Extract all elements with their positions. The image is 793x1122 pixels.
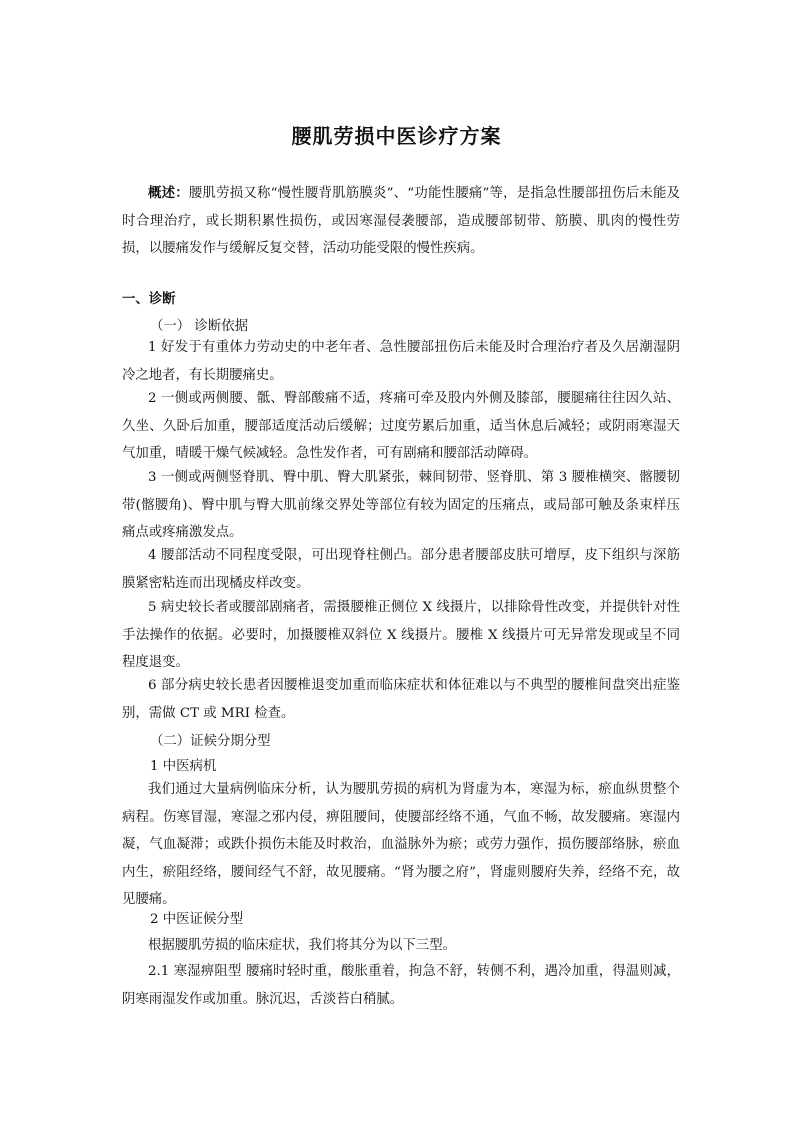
subheading-tcm-types: 2 中医证候分型 xyxy=(150,912,244,927)
diagnosis-item-4: 4 腰部活动不同程度受限，可出现脊柱侧凸。部分患者腰部皮肤可增厚，皮下组织与深筋膜紧密粘连而出现橘皮样改变。 xyxy=(122,548,680,591)
type-cold-damp: 2.1 寒湿痹阻型 腰痛时轻时重，酸胀重着，拘急不舒，转侧不利，遇冷加重，得温则减，阴寒雨湿发作或加重。脉沉迟，舌淡苔白稍腻。 xyxy=(122,964,680,1007)
tcm-mechanism-paragraph: 我们通过大量病例临床分析，认为腰肌劳损的病机为肾虚为本，寒湿为标，瘀血纵贯整个病程。伤寒冒湿，寒湿之邪内侵，痹阻腰间，使腰部经络不通，气血不畅，故发腰痛。寒湿内凝，气血凝滞；或跌仆损伤未能及时救治，血溢脉外为瘀；或劳力强作，损伤腰部络脉，瘀血内生，瘀阻经络，腰间经气不舒，故见腰痛。“肾为腰之府”，肾虚则腰府失养，经络不充，故见腰痛。 xyxy=(122,782,680,907)
diagnosis-item-6: 6 部分病史较长患者因腰椎退变加重而临床症状和体征难以与不典型的腰椎间盘突出症鉴别，需做 CT 或 MRI 检查。 xyxy=(122,678,680,721)
overview-label: 概述： xyxy=(148,185,189,201)
diagnosis-item-3: 3 一侧或两侧竖脊肌、臀中肌、臀大肌紧张，棘间韧带、竖脊肌、第 3 腰椎横突、髂腰韧带(髂腰角)、臀中肌与臀大肌前缘交界处等部位有较为固定的压痛点，或局部可触及条束样压痛点或疼痛激发点。 xyxy=(122,470,680,540)
tcm-types-intro: 根据腰肌劳损的临床症状，我们将其分为以下三型。 xyxy=(148,938,456,953)
diagnosis-item-5: 5 病史较长者或腰部剧痛者，需摄腰椎正侧位 X 线摄片，以排除骨性改变，并提供针对性手法操作的依据。必要时，加摄腰椎双斜位 X 线摄片。腰椎 X 线摄片可无异常发现或呈不同程度退变。 xyxy=(122,600,680,670)
page-title: 腰肌劳损中医诊疗方案 xyxy=(291,124,502,148)
diagnosis-item-1: 1 好发于有重体力劳动史的中老年者、急性腰部扭伤后未能及时合理治疗者及久居潮湿阴冷之地者，有长期腰痛史。 xyxy=(122,340,680,383)
diagnosis-item-2: 2 一侧或两侧腰、骶、臀部酸痛不适，疼痛可牵及股内外侧及膝部，腰腿痛往往因久站、久坐、久卧后加重，腰部适度活动后缓解；过度劳累后加重，适当休息后减轻；或阴雨寒湿天气加重，晴暖干燥气候减轻。急性发作者，可有剧痛和腰部活动障碍。 xyxy=(122,391,680,461)
subheading-diagnostic-basis: （一） 诊断依据 xyxy=(150,319,248,334)
overview-paragraph xyxy=(122,180,680,263)
section-heading-diagnosis: 一、诊断 xyxy=(122,291,176,307)
subheading-tcm-mechanism: 1 中医病机 xyxy=(150,759,217,774)
subheading-syndrome-types: （二）证候分期分型 xyxy=(150,734,271,749)
overview-text: 腰肌劳损又称“慢性腰背肌筋膜炎”、“功能性腰痛”等，是指急性腰部扭伤后未能及时合理治疗，或长期积累性损伤，或因寒湿侵袭腰部，造成腰部韧带、筋膜、肌肉的慢性劳损，以腰痛发作与缓解反复交替，活动功能受限的慢性疾病。 xyxy=(122,186,680,256)
